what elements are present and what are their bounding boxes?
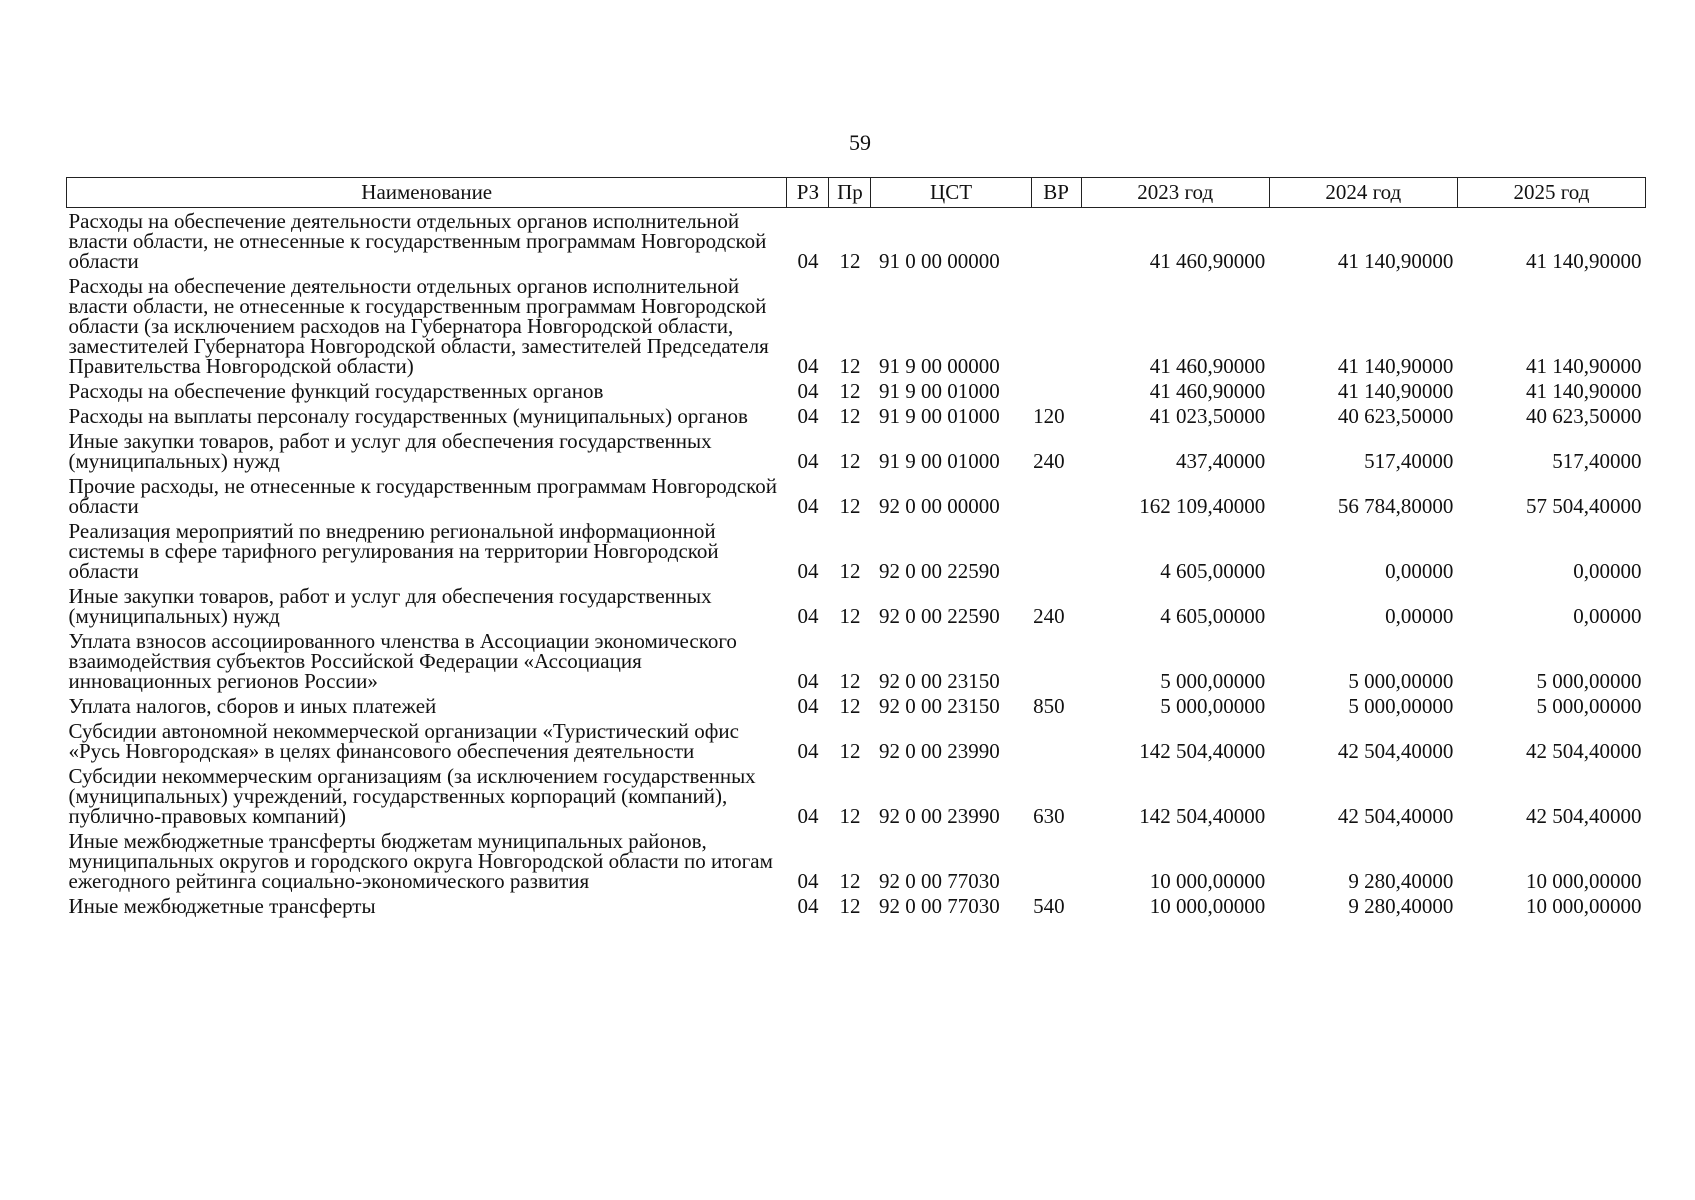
table-row [67, 403, 1646, 428]
row-cst: 91 9 00 01000 [878, 404, 1000, 428]
row-2024: 40 623,50000 [1337, 404, 1454, 428]
budget-table-container [66, 177, 1646, 918]
row-2024: 42 504,40000 [1337, 739, 1454, 763]
header-2023: 2023 год [1081, 178, 1269, 208]
row-rz: 04 [797, 694, 819, 718]
row-2023: 4 605,00000 [1160, 604, 1266, 628]
row-vr: 850 [1033, 694, 1065, 718]
row-name: Иные закупки товаров, работ и услуг для обеспечения государственных (муниципальных) нужд [68, 429, 712, 473]
row-cst: 91 9 00 01000 [878, 379, 1000, 403]
row-2023: 10 000,00000 [1149, 869, 1266, 893]
header-name: Наименование [67, 178, 787, 208]
table-row [67, 208, 1646, 274]
row-cst: 91 0 00 00000 [878, 249, 1000, 273]
row-cst: 92 0 00 23990 [878, 739, 1000, 763]
row-2025: 42 504,40000 [1526, 804, 1642, 828]
row-vr [1031, 378, 1081, 403]
table-row [67, 583, 1646, 628]
row-vr [1031, 828, 1081, 893]
row-pr: 12 [839, 894, 861, 918]
header-rz: РЗ [787, 178, 829, 208]
table-row [67, 763, 1646, 828]
row-2023: 162 109,40000 [1139, 494, 1266, 518]
table-header [67, 178, 1646, 208]
row-name: Расходы на обеспечение функций государственных органов [68, 379, 604, 403]
row-rz: 04 [797, 404, 819, 428]
row-2024: 9 280,40000 [1348, 869, 1454, 893]
row-2025: 57 504,40000 [1526, 494, 1642, 518]
row-cst: 91 9 00 00000 [878, 354, 1000, 378]
table-row [67, 273, 1646, 378]
row-rz: 04 [797, 804, 819, 828]
table-row [67, 428, 1646, 473]
row-2025: 41 140,90000 [1526, 249, 1642, 273]
row-rz: 04 [797, 604, 819, 628]
row-vr: 240 [1033, 449, 1065, 473]
row-vr: 630 [1033, 804, 1065, 828]
row-cst: 92 0 00 23150 [878, 669, 1000, 693]
row-vr [1031, 208, 1081, 274]
table-row [67, 518, 1646, 583]
budget-table [66, 177, 1646, 918]
row-2023: 41 460,90000 [1149, 354, 1266, 378]
row-name: Расходы на обеспечение деятельности отдельных органов исполнительной власти области, не отнесенные к государственным программам Новгородской области [68, 209, 767, 273]
row-2025: 5 000,00000 [1536, 669, 1642, 693]
table-row [67, 473, 1646, 518]
row-pr: 12 [839, 449, 861, 473]
row-2023: 10 000,00000 [1149, 894, 1266, 918]
row-2023: 41 460,90000 [1149, 249, 1266, 273]
row-2025: 10 000,00000 [1526, 894, 1642, 918]
row-rz: 04 [797, 869, 819, 893]
row-rz: 04 [797, 354, 819, 378]
row-2025: 41 140,90000 [1526, 354, 1642, 378]
row-name: Прочие расходы, не отнесенные к государственным программам Новгородской области [68, 474, 778, 518]
header-cst: ЦСТ [871, 178, 1031, 208]
row-2025: 40 623,50000 [1526, 404, 1642, 428]
row-cst: 92 0 00 22590 [878, 559, 1000, 583]
table-body [67, 208, 1646, 919]
row-2024: 41 140,90000 [1337, 354, 1454, 378]
row-2023: 41 023,50000 [1149, 404, 1266, 428]
row-vr [1031, 473, 1081, 518]
row-rz: 04 [797, 894, 819, 918]
row-pr: 12 [839, 669, 861, 693]
table-row [67, 718, 1646, 763]
row-2024: 517,40000 [1364, 449, 1454, 473]
row-cst: 92 0 00 00000 [878, 494, 1000, 518]
row-2025: 42 504,40000 [1526, 739, 1642, 763]
row-2025: 0,00000 [1573, 604, 1642, 628]
row-vr: 540 [1033, 894, 1065, 918]
row-name: Субсидии автономной некоммерческой организации «Туристический офис «Русь Новгородская» в целях финансового обеспечения деятельности [68, 719, 739, 763]
header-2025: 2025 год [1457, 178, 1645, 208]
row-2024: 5 000,00000 [1348, 694, 1454, 718]
row-2024: 9 280,40000 [1348, 894, 1454, 918]
row-vr: 120 [1033, 404, 1065, 428]
row-vr [1031, 273, 1081, 378]
row-2023: 41 460,90000 [1149, 379, 1266, 403]
row-2025: 0,00000 [1573, 559, 1642, 583]
row-pr: 12 [839, 604, 861, 628]
row-name: Иные закупки товаров, работ и услуг для обеспечения государственных (муниципальных) нужд [68, 584, 712, 628]
row-pr: 12 [839, 379, 861, 403]
table-row [67, 893, 1646, 918]
row-2025: 41 140,90000 [1526, 379, 1642, 403]
row-name: Уплата налогов, сборов и иных платежей [68, 694, 437, 718]
header-pr: Пр [829, 178, 871, 208]
row-vr [1031, 718, 1081, 763]
row-rz: 04 [797, 379, 819, 403]
row-name: Расходы на выплаты персоналу государственных (муниципальных) органов [68, 404, 748, 428]
row-name: Субсидии некоммерческим организациям (за исключением государственных (муниципальных) учреждений, государственных корпораций (компаний), публично-правовых компаний) [68, 764, 756, 828]
row-pr: 12 [839, 804, 861, 828]
row-2024: 56 784,80000 [1337, 494, 1454, 518]
row-2023: 437,40000 [1175, 449, 1266, 473]
row-rz: 04 [797, 559, 819, 583]
header-vr: ВР [1031, 178, 1081, 208]
row-2024: 41 140,90000 [1337, 379, 1454, 403]
row-pr: 12 [839, 404, 861, 428]
row-2025: 517,40000 [1552, 449, 1642, 473]
table-row [67, 693, 1646, 718]
row-cst: 92 0 00 23150 [878, 694, 1000, 718]
row-name: Иные межбюджетные трансферты бюджетам муниципальных районов, муниципальных округов и городского округа Новгородской области по итогам ежегодного рейтинга социально-экономического развития [68, 829, 773, 893]
row-name: Иные межбюджетные трансферты [68, 894, 376, 918]
row-vr [1031, 628, 1081, 693]
row-pr: 12 [839, 869, 861, 893]
row-2024: 42 504,40000 [1337, 804, 1454, 828]
row-cst: 92 0 00 23990 [878, 804, 1000, 828]
row-2025: 5 000,00000 [1536, 694, 1642, 718]
row-pr: 12 [839, 354, 861, 378]
header-2024: 2024 год [1269, 178, 1457, 208]
table-row [67, 828, 1646, 893]
row-pr: 12 [839, 494, 861, 518]
row-2025: 10 000,00000 [1526, 869, 1642, 893]
row-pr: 12 [839, 739, 861, 763]
row-rz: 04 [797, 739, 819, 763]
row-rz: 04 [797, 669, 819, 693]
row-name: Уплата взносов ассоциированного членства в Ассоциации экономического взаимодействия субъектов Российской Федерации «Ассоциация инновационных регионов России» [68, 629, 737, 693]
row-cst: 92 0 00 22590 [878, 604, 1000, 628]
row-rz: 04 [797, 449, 819, 473]
table-row [67, 628, 1646, 693]
row-cst: 92 0 00 77030 [878, 894, 1000, 918]
row-2023: 142 504,40000 [1139, 739, 1266, 763]
row-rz: 04 [797, 249, 819, 273]
row-pr: 12 [839, 559, 861, 583]
row-2023: 5 000,00000 [1160, 694, 1266, 718]
table-row [67, 378, 1646, 403]
row-pr: 12 [839, 694, 861, 718]
row-2023: 142 504,40000 [1139, 804, 1266, 828]
row-cst: 92 0 00 77030 [878, 869, 1000, 893]
row-2023: 5 000,00000 [1160, 669, 1266, 693]
row-cst: 91 9 00 01000 [878, 449, 1000, 473]
row-name: Реализация мероприятий по внедрению региональной информационной системы в сфере тарифного регулирования на территории Новгородской области [68, 519, 719, 583]
row-2024: 0,00000 [1385, 559, 1454, 583]
row-2024: 5 000,00000 [1348, 669, 1454, 693]
row-vr [1031, 518, 1081, 583]
row-rz: 04 [797, 494, 819, 518]
row-2023: 4 605,00000 [1160, 559, 1266, 583]
row-2024: 41 140,90000 [1337, 249, 1454, 273]
row-2024: 0,00000 [1385, 604, 1454, 628]
page-number: 59 [849, 130, 871, 155]
row-pr: 12 [839, 249, 861, 273]
row-vr: 240 [1033, 604, 1065, 628]
row-name: Расходы на обеспечение деятельности отдельных органов исполнительной власти области, не отнесенные к государственным программам Новгородской области (за исключением расходов на Губернатора Новгородской области, заместителей Губернатора Новгородской области, заместителей Председателя Правительства Новгородской области) [68, 274, 769, 378]
